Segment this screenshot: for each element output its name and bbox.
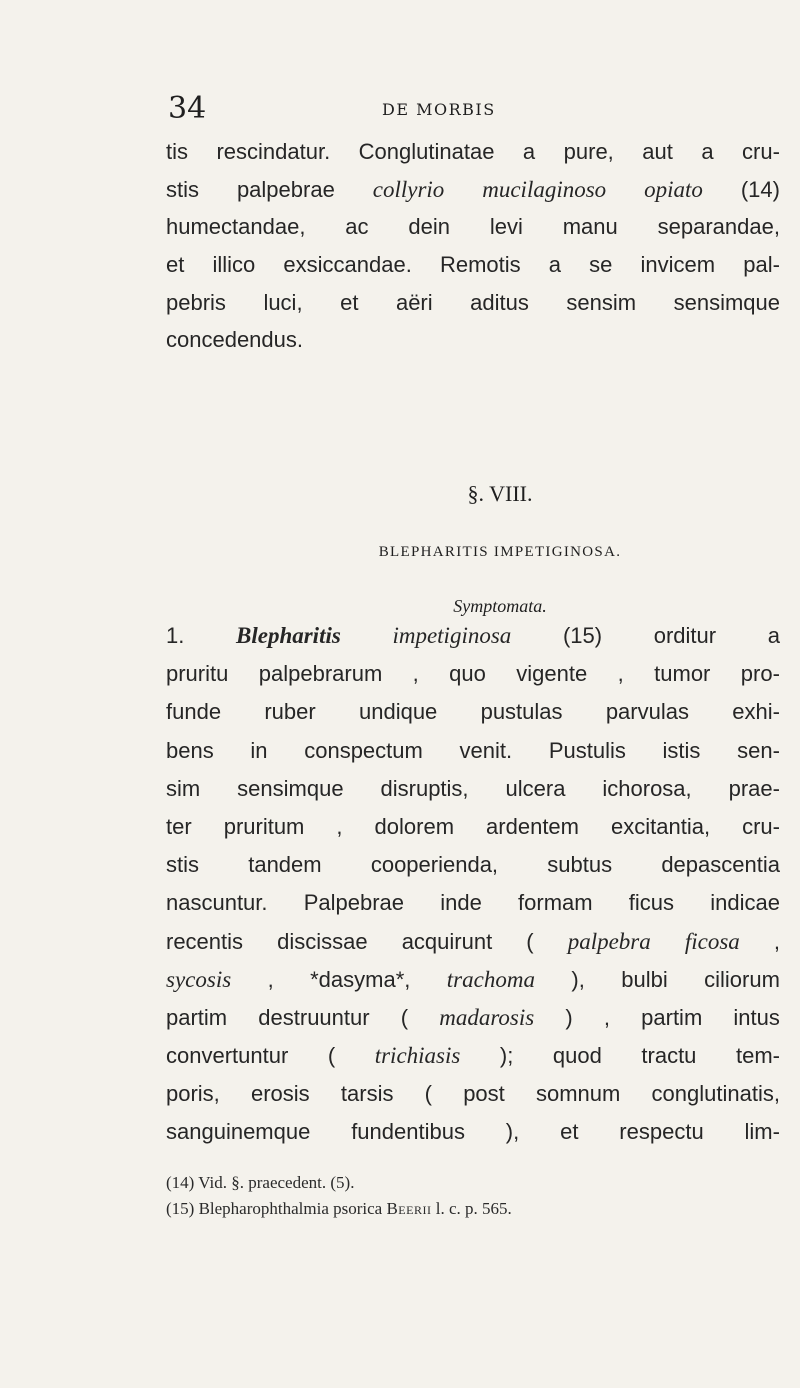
word: (: [400, 1004, 409, 1030]
intro-line: [166, 208, 780, 246]
intro-line: [166, 321, 780, 359]
word: nascuntur.: [166, 890, 268, 916]
word: ,: [267, 966, 274, 992]
word: stis: [166, 176, 199, 202]
word: et: [340, 289, 359, 315]
word: destruuntur: [258, 1004, 370, 1030]
word: opiato: [644, 176, 703, 202]
word: tarsis: [340, 1081, 394, 1107]
word: tis: [166, 139, 188, 164]
word: palpebrae: [236, 176, 335, 202]
word: sensimque: [673, 289, 780, 315]
footnote-text: Vid. §. praecedent. (5).: [198, 1173, 355, 1192]
word: aëri: [395, 289, 433, 315]
word: separandae,: [657, 214, 780, 240]
paragraph-line: [166, 1037, 780, 1075]
word: a: [522, 139, 536, 164]
word: Pustulis: [548, 737, 626, 763]
word: exsiccandae.: [283, 252, 412, 278]
word: recentis: [166, 928, 244, 954]
word: istis: [662, 737, 701, 763]
paragraph-line: [166, 846, 780, 884]
word: subtus: [547, 852, 613, 878]
word: concedendus.: [166, 327, 303, 353]
word: intus: [733, 1004, 780, 1030]
section-title: BLEPHARITIS IMPETIGINOSA.: [378, 544, 622, 560]
paragraph-line: [166, 655, 780, 693]
word: ruber: [264, 699, 316, 725]
word: bens: [166, 737, 214, 763]
word: somnum: [535, 1081, 621, 1107]
word: prae-: [728, 775, 780, 801]
word: ): [565, 1004, 573, 1030]
word: madarosis: [439, 1004, 535, 1030]
word: disruptis,: [380, 775, 469, 801]
word: lim-: [744, 1119, 780, 1145]
word: post: [463, 1081, 505, 1107]
word: pruritu: [166, 661, 229, 687]
paragraph-line: [166, 617, 780, 655]
word: partim: [166, 1004, 228, 1030]
word: vigente: [516, 661, 588, 687]
word: ,: [336, 813, 343, 839]
word: conspectum: [304, 737, 423, 763]
word: exhi-: [732, 699, 780, 725]
word: bulbi: [621, 966, 668, 992]
paragraph-line: [166, 999, 780, 1037]
word: rescindatur.: [216, 139, 331, 164]
word: invicem: [640, 252, 716, 278]
word: acquirunt: [401, 928, 493, 954]
word: pustulas: [480, 699, 563, 725]
word: sim: [166, 775, 201, 801]
intro-line: [166, 246, 780, 284]
footnote-text: Blepharophthalmia psorica: [198, 1199, 383, 1218]
word: cooperienda,: [370, 852, 499, 878]
footnote-author: Beerii: [386, 1199, 432, 1218]
symptoms-paragraph: [166, 617, 780, 1152]
footnote-citation: l. c. p. 565.: [435, 1199, 512, 1218]
word: conglutinatis,: [651, 1081, 780, 1107]
word: partim: [641, 1004, 703, 1030]
word: et: [560, 1119, 579, 1145]
word: parvulas: [605, 699, 689, 725]
word: impetiginosa: [392, 623, 512, 648]
paragraph-line: [166, 884, 780, 922]
word: luci,: [263, 289, 303, 315]
word: poris,: [166, 1081, 220, 1107]
word: indicae: [710, 890, 780, 916]
word: ),: [505, 1119, 520, 1145]
word: ter: [166, 813, 192, 839]
word: a: [548, 252, 562, 278]
word: quo: [449, 661, 486, 687]
word: Remotis: [439, 252, 521, 278]
word: (: [327, 1043, 336, 1069]
word: dolorem: [374, 813, 455, 839]
word: et: [166, 252, 185, 278]
word: cru-: [742, 139, 780, 164]
word: (14): [740, 176, 780, 202]
word: ardentem: [486, 813, 579, 839]
word: venit.: [459, 737, 513, 763]
section-number: §. VIII.: [467, 481, 533, 506]
word: respectu: [619, 1119, 704, 1145]
word: ac: [345, 214, 369, 240]
word: pure,: [563, 139, 614, 164]
word: ,: [617, 661, 624, 687]
word: sensimque: [237, 775, 344, 801]
word: depascentia: [661, 852, 780, 878]
word: *dasyma*,: [310, 966, 411, 992]
word: se: [589, 252, 613, 278]
word: mucilaginoso: [482, 176, 607, 202]
running-head: DE MORBIS: [382, 100, 496, 119]
word: Conglutinatae: [358, 139, 495, 164]
word: formam: [518, 890, 593, 916]
paragraph-line: [166, 961, 780, 999]
intro-line: [166, 284, 780, 322]
word: trachoma: [446, 966, 535, 992]
footnotes: [166, 1170, 780, 1222]
word: a: [767, 623, 780, 648]
word: quod: [552, 1043, 602, 1069]
word: collyrio: [372, 176, 445, 202]
word: Palpebrae: [303, 890, 405, 916]
word: trichiasis: [374, 1043, 461, 1069]
word: convertuntur: [166, 1043, 289, 1069]
intro-line: [166, 171, 780, 209]
word: undique: [358, 699, 438, 725]
word: ulcera: [505, 775, 566, 801]
word: sanguinemque: [166, 1119, 311, 1145]
word: cru-: [742, 813, 780, 839]
word: palpebra: [567, 928, 651, 954]
word: ,: [603, 1004, 610, 1030]
word: funde: [166, 699, 222, 725]
word: a: [701, 139, 714, 164]
word: tumor: [654, 661, 711, 687]
footnote-marker: (14): [166, 1173, 195, 1192]
footnote-15: [166, 1196, 780, 1222]
word: erosis: [251, 1081, 310, 1107]
word: palpebrarum: [258, 661, 383, 687]
section-subtitle: Symptomata.: [453, 596, 547, 616]
word: pebris: [166, 289, 226, 315]
paragraph-line: [166, 1075, 780, 1113]
word: in: [250, 737, 268, 763]
footnote-14: [166, 1170, 780, 1196]
word: discissae: [277, 928, 368, 954]
word: stis: [166, 852, 199, 878]
word: pruritum: [223, 813, 305, 839]
word: humectandae,: [166, 214, 306, 240]
word: tractu: [641, 1043, 697, 1069]
word: orditur: [653, 623, 717, 648]
word: (: [526, 928, 534, 954]
intro-paragraph: [166, 133, 780, 359]
word: levi: [489, 214, 523, 240]
paragraph-line: [166, 923, 780, 961]
intro-line: [166, 133, 780, 171]
word: fundentibus: [351, 1119, 465, 1145]
word: ficus: [628, 890, 675, 916]
word: ,: [773, 928, 780, 954]
word: pal-: [743, 252, 780, 278]
word: excitantia,: [611, 813, 711, 839]
word: ficosa: [684, 928, 740, 954]
paragraph-line: [166, 770, 780, 808]
word: (15): [562, 623, 603, 648]
word: ,: [412, 661, 419, 687]
paragraph-line: [166, 693, 780, 731]
paragraph-line: [166, 1113, 780, 1151]
word: aut: [642, 139, 673, 164]
word: manu: [562, 214, 618, 240]
word: ichorosa,: [602, 775, 692, 801]
word: sycosis: [166, 966, 232, 992]
word: sensim: [566, 289, 637, 315]
word: ),: [571, 966, 585, 992]
page-number: 34: [168, 91, 207, 126]
word: illico: [212, 252, 256, 278]
word: pro-: [740, 661, 780, 687]
word: inde: [440, 890, 482, 916]
word: aditus: [470, 289, 529, 315]
word: sen-: [737, 737, 780, 763]
word: ciliorum: [704, 966, 780, 992]
word: 1.: [166, 623, 185, 648]
word: dein: [408, 214, 450, 240]
word: (: [424, 1081, 432, 1107]
word: Blepharitis: [236, 623, 341, 648]
word: tem-: [735, 1043, 780, 1069]
word: tandem: [248, 852, 322, 878]
page-header: [168, 92, 788, 132]
word: );: [499, 1043, 514, 1069]
footnote-marker: (15): [166, 1199, 195, 1218]
paragraph-line: [166, 732, 780, 770]
paragraph-line: [166, 808, 780, 846]
